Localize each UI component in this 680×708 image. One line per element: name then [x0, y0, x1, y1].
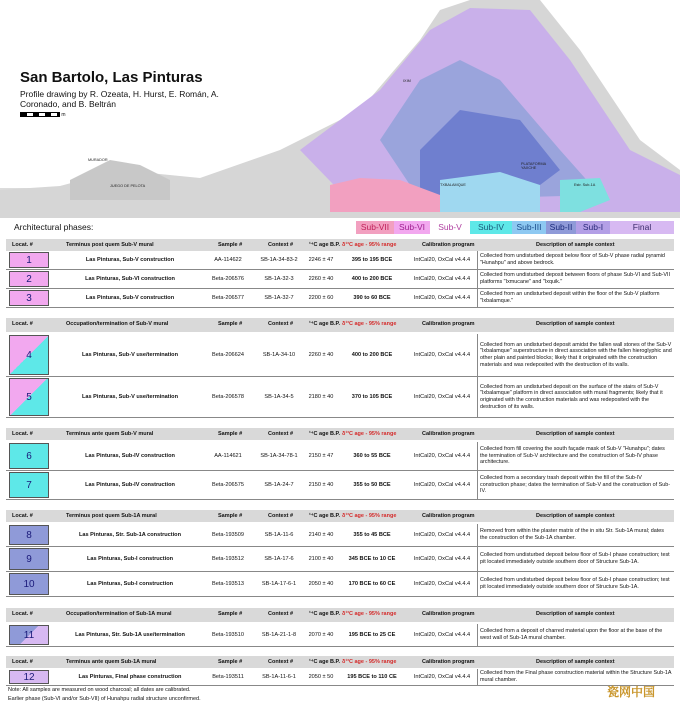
c14-age: 2050 ± 40 — [308, 581, 334, 587]
phase-sub-v: Sub-V — [430, 221, 470, 234]
sample-description: Collected from a deposit of charred material upon the floor at the base of the west wall of Sub-1A mural chamber. — [477, 624, 672, 646]
table-row — [6, 572, 674, 597]
age-range: 195 BCE to 25 CE — [348, 632, 396, 638]
col-desc: Description of sample context — [536, 431, 615, 437]
sample-id: Beta-193509 — [211, 532, 245, 538]
sample-id: Beta-206624 — [211, 352, 245, 358]
table-row — [6, 289, 674, 308]
context-id: SB-1A-34-10 — [262, 352, 296, 358]
table-row — [6, 270, 674, 289]
c14-age: 2180 ± 40 — [308, 394, 334, 400]
context-id: SB-1A-17-6-1 — [261, 581, 297, 587]
location-number: 9 — [9, 548, 49, 570]
sample-id: AA-114622 — [214, 257, 242, 263]
calibration-program: IntCal20, OxCal v4.4.4 — [413, 632, 471, 638]
section-3 — [6, 428, 674, 500]
age-range: 400 to 200 BCE — [351, 276, 393, 282]
page-title: San Bartolo, Las Pinturas — [20, 69, 203, 86]
col-age: ¹⁴C age B.P. — [309, 431, 341, 437]
context-id: SB-1A-11-6-1 — [262, 674, 296, 680]
col-context: Context # — [268, 513, 294, 519]
calibration-program: IntCal20, OxCal v4.4.4 — [413, 556, 471, 562]
sample-description: Removed from within the plaster matrix of the in situ Str. Sub-1A mural; dates the construction of the Sub-1A chamber. — [477, 524, 672, 546]
location-number: 12 — [9, 670, 49, 684]
location-number: 5 — [9, 378, 49, 416]
calibration-program: IntCal20, OxCal v4.4.4 — [413, 295, 471, 301]
sample-description: Collected from an undisturbed deposit within the floor of the Sub-V platform "Ixbalamque." — [477, 289, 672, 307]
col-range: δ¹³C age - 95% range — [342, 513, 397, 519]
sample-id: Beta-206576 — [211, 276, 245, 282]
col-desc: Description of sample context — [536, 659, 615, 665]
col-desc: Description of sample context — [536, 513, 615, 519]
sample-name: Las Pinturas, Sub-IV construction — [85, 453, 175, 459]
age-range: 355 to 45 BCE — [353, 532, 391, 538]
table-row — [6, 442, 674, 471]
table-header — [6, 608, 674, 622]
table-row — [6, 471, 674, 500]
c14-age: 2150 ± 47 — [308, 453, 334, 459]
age-range: 170 BCE to 60 CE — [348, 581, 396, 587]
col-range: δ¹³C age - 95% range — [342, 242, 397, 248]
profile-label: TXBALAMQUE — [440, 183, 466, 187]
col-sample: Sample # — [218, 431, 243, 437]
sample-id: Beta-193510 — [211, 632, 245, 638]
col-program: Calibration program — [422, 431, 475, 437]
sample-description: Collected from undisturbed deposit below floor of Sub-I phase construction; test pit located immediately outside southern door of Structure Sub-1A. — [477, 547, 672, 571]
profile-label: Estr. Sub-1A — [574, 183, 596, 187]
scale-unit: m — [61, 112, 66, 118]
col-program: Calibration program — [422, 659, 475, 665]
profile-label: IXIM — [403, 79, 411, 83]
footnote: Earlier phase (Sub-VI and/or Sub-VII) of Hunahpu radial structure unconfirmed. — [8, 696, 201, 702]
table-row — [6, 251, 674, 270]
phase-sub-iv: Sub-IV — [470, 221, 512, 234]
context-id: SB-1A-34-5 — [264, 394, 294, 400]
age-range: 400 to 200 BCE — [351, 352, 393, 358]
location-number: 10 — [9, 573, 49, 595]
sample-id: Beta-193513 — [211, 581, 245, 587]
col-context: Context # — [268, 242, 294, 248]
sample-name: Las Pinturas, Str. Sub-1A construction — [78, 532, 182, 538]
calibration-program: IntCal20, OxCal v4.4.4 — [413, 394, 471, 400]
sample-name: Las Pinturas, Final phase construction — [78, 674, 182, 680]
col-loc: Locat. # — [12, 513, 33, 519]
col-range: δ¹³C age - 95% range — [342, 611, 397, 617]
col-sample: Sample # — [218, 321, 243, 327]
location-number: 7 — [9, 472, 49, 498]
section-title: Terminus ante quem Sub-1A mural — [66, 659, 157, 665]
table-header — [6, 239, 674, 251]
section-title: Terminus post quem Sub-1A mural — [66, 513, 157, 519]
col-loc: Locat. # — [12, 659, 33, 665]
col-context: Context # — [268, 659, 294, 665]
age-range: 390 to 60 BCE — [353, 295, 391, 301]
sample-name: Las Pinturas, Sub-V use/termination — [81, 394, 179, 400]
col-desc: Description of sample context — [536, 321, 615, 327]
sample-name: Las Pinturas, Sub-I construction — [86, 556, 174, 562]
location-number: 2 — [9, 271, 49, 287]
context-id: SB-1A-24-7 — [264, 482, 294, 488]
location-number: 1 — [9, 252, 49, 268]
phase-sub-vi: Sub-VI — [394, 221, 430, 234]
table-row — [6, 377, 674, 418]
sample-id: Beta-206575 — [211, 482, 245, 488]
context-id: SB-1A-21-1-8 — [261, 632, 297, 638]
location-number: 3 — [9, 290, 49, 306]
c14-age: 2260 ± 40 — [308, 276, 334, 282]
c14-age: 2200 ± 60 — [308, 295, 334, 301]
col-desc: Description of sample context — [536, 242, 615, 248]
col-range: δ¹³C age - 95% range — [342, 321, 397, 327]
section-title: Occupation/termination of Sub-V mural — [66, 321, 169, 327]
section-6 — [6, 656, 674, 686]
sample-description: Collected from the Final phase construction material within the Structure Sub-1A mural chamber. — [477, 669, 672, 685]
sample-name: Las Pinturas, Sub-V use/termination — [81, 352, 179, 358]
col-loc: Locat. # — [12, 321, 33, 327]
age-range: 360 to 55 BCE — [353, 453, 391, 459]
col-age: ¹⁴C age B.P. — [309, 659, 341, 665]
sample-id: Beta-206578 — [211, 394, 245, 400]
c14-age: 2140 ± 40 — [308, 532, 334, 538]
calibration-program: IntCal20, OxCal v4.4.4 — [413, 276, 471, 282]
table-row — [6, 547, 674, 572]
sample-description: Collected from an undisturbed deposit amidst the fallen wall stones of the Sub-V "Ixbalamque" superstructure in direct association with the fallen hieroglyphic and other plain and painted blocks; likely that it originated with the construction materials and was redeposited with the destruction of its walls. — [477, 334, 672, 376]
section-5 — [6, 608, 674, 648]
sample-id: AA-114621 — [214, 453, 242, 459]
sample-id: Beta-206577 — [211, 295, 245, 301]
col-sample: Sample # — [218, 611, 243, 617]
sample-id: Beta-193511 — [212, 674, 244, 680]
sample-description: Collected from a secondary trash deposit within the fill of the Sub-IV construction phase; dates the termination of Sub-V and the construction of Sub-IV. — [477, 471, 672, 499]
sample-name: Las Pinturas, Str. Sub-1A use/termination — [75, 632, 185, 638]
age-range: 345 BCE to 10 CE — [348, 556, 396, 562]
col-desc: Description of sample context — [536, 611, 615, 617]
table-row — [6, 334, 674, 377]
col-sample: Sample # — [218, 242, 243, 248]
location-number: 11 — [9, 625, 49, 645]
location-number: 6 — [9, 443, 49, 469]
col-range: δ¹³C age - 95% range — [342, 659, 397, 665]
col-context: Context # — [268, 611, 294, 617]
profile-label: MURADOR — [88, 158, 108, 162]
section-title: Terminus post quem Sub-V mural — [66, 242, 154, 248]
watermark-logo: 瓷网中国 — [607, 685, 656, 699]
location-number: 4 — [9, 335, 49, 375]
section-1 — [6, 239, 674, 307]
col-loc: Locat. # — [12, 611, 33, 617]
sample-name: Las Pinturas, Sub-I construction — [86, 581, 174, 587]
context-id: SB-1A-32-7 — [264, 295, 294, 301]
phase-sub-iii: Sub-III — [512, 221, 546, 234]
phase-legend — [0, 221, 680, 235]
sample-id: Beta-193512 — [211, 556, 245, 562]
calibration-program: IntCal20, OxCal v4.4.4 — [413, 482, 471, 488]
sample-name: Las Pinturas, Sub-V construction — [85, 295, 175, 301]
col-age: ¹⁴C age B.P. — [309, 611, 341, 617]
sample-description: Collected from undisturbed deposit below floor of Sub-V phase radial pyramid "Hunahpu" and above bedrock. — [477, 251, 672, 269]
phase-sub-i: Sub-I — [576, 221, 610, 234]
c14-age: 2260 ± 40 — [308, 352, 334, 358]
c14-age: 2100 ± 40 — [308, 556, 334, 562]
table-row — [6, 624, 674, 647]
col-sample: Sample # — [218, 513, 243, 519]
pyramid-profile-drawing — [0, 0, 680, 225]
table-row — [6, 524, 674, 547]
sample-description: Collected from an undisturbed deposit on the surface of the stairs of Sub-V "Ixbalamque" platform in direct association with mural fragments; likely that it originated with the construction materials and was redeposited with the destruction of its walls. — [477, 377, 672, 417]
table-row — [6, 669, 674, 686]
col-age: ¹⁴C age B.P. — [309, 321, 341, 327]
table-header — [6, 318, 674, 332]
calibration-program: IntCal20, OxCal v4.4.4 — [413, 257, 471, 263]
sample-description: Collected from undisturbed deposit below floor of Sub-I phase construction; test pit located immediately outside southern door of Structure Sub-1A. — [477, 572, 672, 596]
calibration-program: IntCal20, OxCal v4.4.4 — [413, 352, 471, 358]
calibration-program: IntCal20, OxCal v4.4.4 — [413, 581, 471, 587]
col-age: ¹⁴C age B.P. — [309, 242, 341, 248]
profile-label: JUEGO DE PELOTA — [110, 184, 146, 188]
section-title: Terminus ante quem Sub-V mural — [66, 431, 154, 437]
profile-header — [0, 0, 680, 225]
footnotes — [8, 686, 201, 704]
context-id: SB-1A-34-83-2 — [260, 257, 298, 263]
phase-sub-vii: Sub-VII — [356, 221, 394, 234]
col-context: Context # — [268, 321, 294, 327]
context-id: SB-1A-32-3 — [264, 276, 294, 282]
c14-age: 2050 ± 50 — [308, 674, 334, 680]
context-id: SB-1A-34-78-1 — [260, 453, 298, 459]
phase-final: Final — [610, 221, 674, 234]
col-age: ¹⁴C age B.P. — [309, 513, 341, 519]
age-range: 355 to 50 BCE — [353, 482, 391, 488]
sample-name: Las Pinturas, Sub-V construction — [85, 257, 175, 263]
calibration-program: IntCal20, OxCal v4.4.4 — [413, 674, 471, 680]
col-program: Calibration program — [422, 242, 475, 248]
col-loc: Locat. # — [12, 242, 33, 248]
phase-sub-ii: Sub-II — [546, 221, 576, 234]
col-range: δ¹³C age - 95% range — [342, 431, 397, 437]
col-loc: Locat. # — [12, 431, 33, 437]
phase-legend-label: Architectural phases: — [14, 222, 94, 232]
sample-description: Collected from fill covering the south façade mask of Sub-V "Hunahpu"; dates the termination of Sub-V architecture and the construction of Sub-IV phase architecture. — [477, 442, 672, 470]
profile-label: PLATAFORMA YAXCHE — [521, 162, 546, 170]
drawing-credit: Profile drawing by R. Ozeata, H. Hurst, E. Román, A. Coronado, and B. Beltrán — [20, 89, 219, 109]
scale-bar — [20, 112, 66, 118]
col-sample: Sample # — [218, 659, 243, 665]
context-id: SB-1A-11-6 — [264, 532, 294, 538]
sample-description: Collected from undisturbed deposit between floors of phase Sub-VI and Sub-VII platforms "Ixmucane" and "Ixquik." — [477, 270, 672, 288]
calibration-program: IntCal20, OxCal v4.4.4 — [413, 532, 471, 538]
table-header — [6, 428, 674, 440]
calibration-program: IntCal20, OxCal v4.4.4 — [413, 453, 471, 459]
sample-name: Las Pinturas, Sub-VI construction — [85, 276, 175, 282]
c14-age: 2070 ± 40 — [308, 632, 334, 638]
footnote: Note: All samples are measured on wood charcoal; all dates are calibrated. — [8, 687, 191, 693]
c14-age: 2246 ± 47 — [308, 257, 334, 263]
age-range: 370 to 105 BCE — [351, 394, 393, 400]
col-program: Calibration program — [422, 611, 475, 617]
section-4 — [6, 510, 674, 596]
col-program: Calibration program — [422, 513, 475, 519]
col-program: Calibration program — [422, 321, 475, 327]
col-context: Context # — [268, 431, 294, 437]
age-range: 195 BCE to 110 CE — [347, 674, 397, 680]
section-2 — [6, 318, 674, 418]
section-title: Occupation/termination of Sub-1A mural — [66, 611, 172, 617]
age-range: 395 to 195 BCE — [351, 257, 393, 263]
table-header — [6, 656, 674, 668]
context-id: SB-1A-17-6 — [264, 556, 294, 562]
table-header — [6, 510, 674, 522]
c14-age: 2150 ± 40 — [308, 482, 334, 488]
location-number: 8 — [9, 525, 49, 545]
sample-name: Las Pinturas, Sub-IV construction — [85, 482, 175, 488]
